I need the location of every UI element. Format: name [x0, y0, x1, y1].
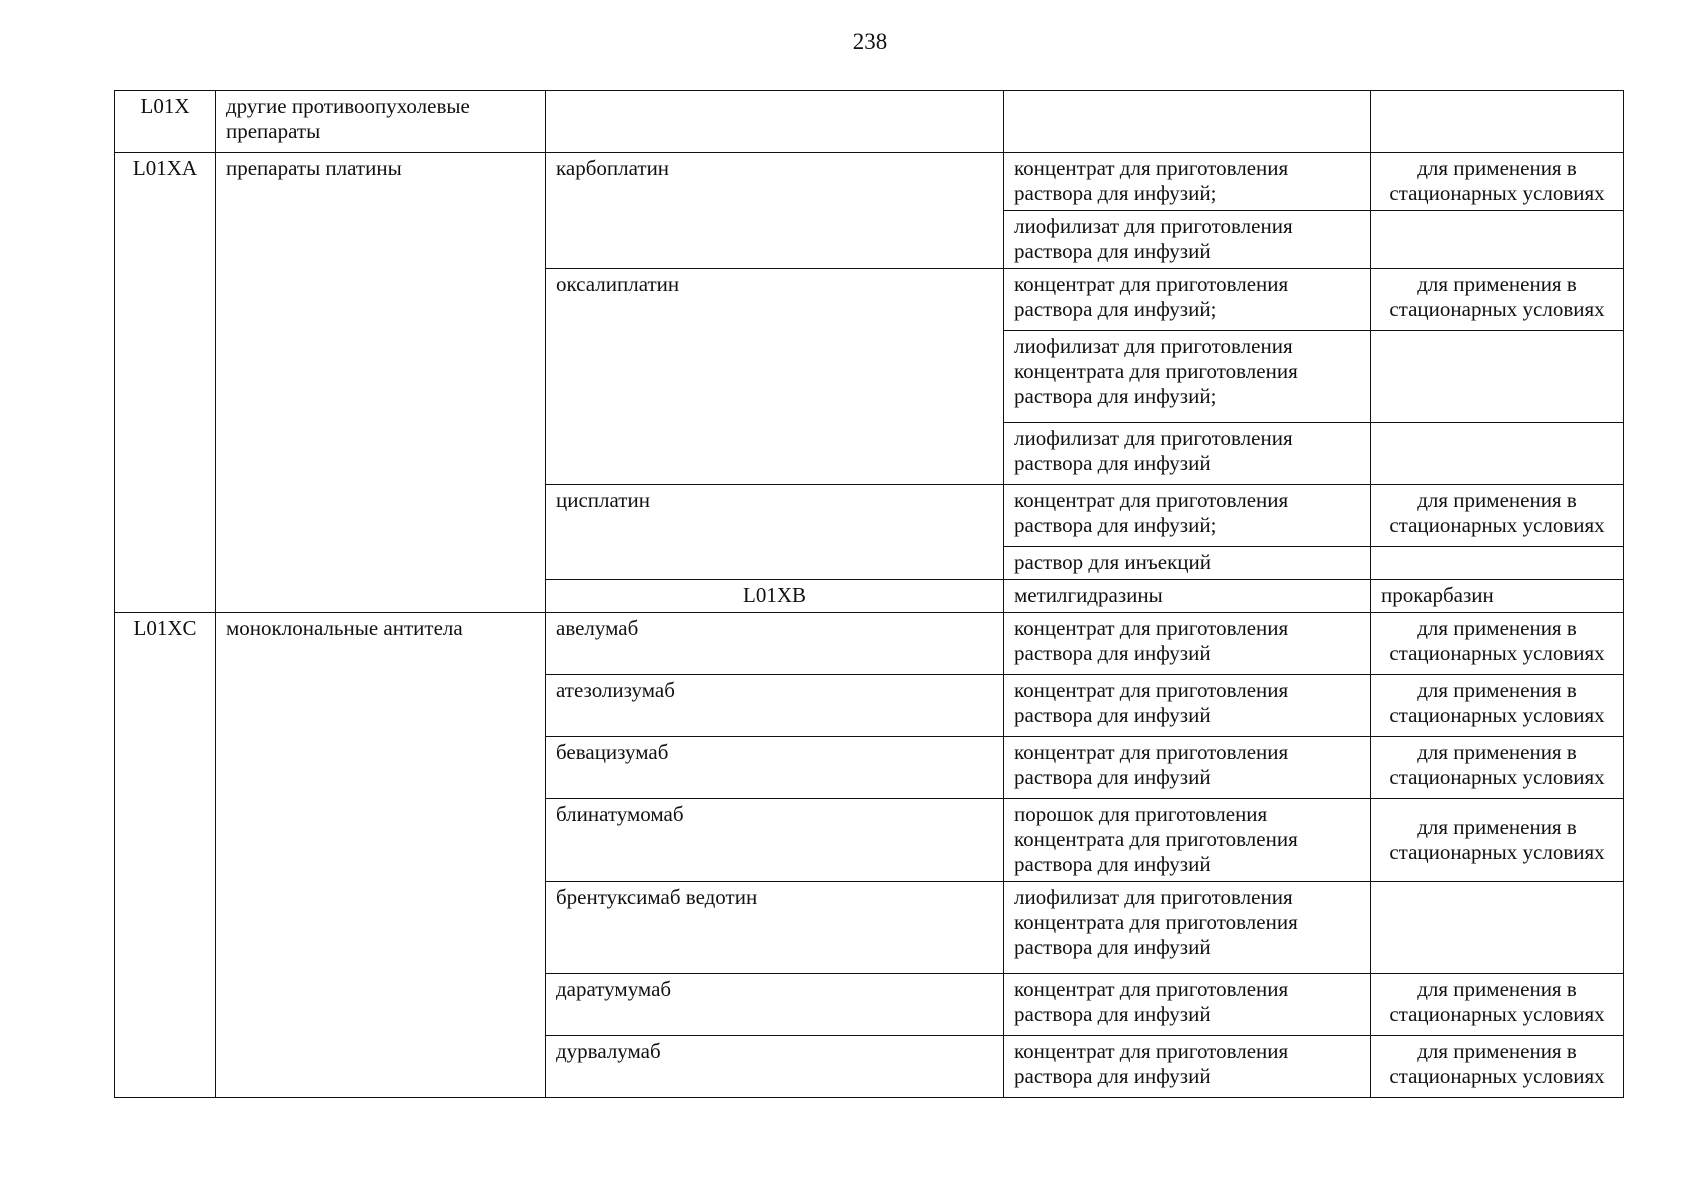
- drug-name-cell: блинатумомаб: [546, 799, 1004, 882]
- usage-note-line: стационарных условиях: [1389, 513, 1605, 537]
- dosage-form-cell: концентрат для приготовления раствора для инфузий: [1004, 1036, 1371, 1098]
- drug-name-cell: бевацизумаб: [546, 737, 1004, 799]
- drug-name-cell: оксалиплатин: [546, 269, 1004, 485]
- usage-note-cell: [1371, 1036, 1624, 1098]
- usage-note-cell: [1371, 547, 1624, 580]
- drug-name-cell: дурвалумаб: [546, 1036, 1004, 1098]
- drug-name-cell: брентуксимаб ведотин: [546, 882, 1004, 974]
- dosage-form-cell: концентрат для приготовления раствора для инфузий: [1004, 675, 1371, 737]
- usage-note-cell: [1371, 269, 1624, 331]
- group-name-cell: другие противоопухолевые препараты: [216, 91, 546, 153]
- usage-note-line: для применения в: [1417, 977, 1577, 1001]
- drug-name-cell: прокарбазин: [1371, 580, 1624, 613]
- usage-note-line: для применения в: [1417, 740, 1577, 764]
- table-row: [115, 613, 1624, 675]
- table-row: [115, 153, 1624, 211]
- dosage-form-cell: порошок для приготовления концентрата для приготовления раствора для инфузий: [1004, 799, 1371, 882]
- drug-name-cell: атезолизумаб: [546, 675, 1004, 737]
- dosage-form-cell: лиофилизат для приготовления раствора для инфузий: [1004, 211, 1371, 269]
- usage-note-line: стационарных условиях: [1389, 297, 1605, 321]
- usage-note-line: стационарных условиях: [1389, 839, 1605, 864]
- dosage-form-cell: концентрат для приготовления раствора для инфузий: [1004, 613, 1371, 675]
- usage-note-line: для применения в: [1417, 1039, 1577, 1063]
- dosage-form-cell: концентрат для приготовления раствора для инфузий: [1004, 737, 1371, 799]
- drug-name-cell: карбоплатин: [546, 153, 1004, 269]
- usage-note-line: для применения в: [1417, 616, 1577, 640]
- drug-name-cell: [546, 91, 1004, 153]
- dosage-form-cell: концентрат для приготовления раствора для инфузий;: [1004, 153, 1371, 211]
- dosage-form-cell: концентрат для приготовления раствора для инфузий;: [1004, 485, 1371, 547]
- atc-code-cell: L01X: [115, 91, 216, 153]
- usage-note-cell: [1371, 211, 1624, 269]
- dosage-form-cell: концентрат для приготовления раствора для инфузий;: [1004, 269, 1371, 331]
- group-name-cell: моноклональные антитела: [216, 613, 546, 1098]
- table-row: [115, 91, 1624, 153]
- dosage-form-cell: раствор для инъекций: [1004, 547, 1371, 580]
- usage-note-line: стационарных условиях: [1389, 181, 1605, 205]
- drug-name-cell: цисплатин: [546, 485, 1004, 580]
- usage-note-cell: [1371, 799, 1624, 882]
- dosage-form-cell: лиофилизат для приготовления концентрата для приготовления раствора для инфузий: [1004, 882, 1371, 974]
- usage-note-line: стационарных условиях: [1389, 1064, 1605, 1088]
- drug-name-cell: авелумаб: [546, 613, 1004, 675]
- drug-table: [114, 90, 1624, 1098]
- dosage-form-cell: концентрат для приготовления раствора для инфузий: [1004, 974, 1371, 1036]
- usage-note-cell: [1371, 153, 1624, 211]
- usage-note-line: стационарных условиях: [1389, 703, 1605, 727]
- dosage-form-cell: [1004, 91, 1371, 153]
- usage-note-cell: [1371, 882, 1624, 974]
- usage-note-cell: [1371, 613, 1624, 675]
- drug-name-cell: даратумумаб: [546, 974, 1004, 1036]
- usage-note-line: для применения в: [1417, 156, 1577, 180]
- group-name-cell: препараты платины: [216, 153, 546, 613]
- usage-note-cell: [1371, 485, 1624, 547]
- usage-note-cell: [1371, 675, 1624, 737]
- atc-code-cell: L01XC: [115, 613, 216, 1098]
- usage-note-line: для применения в: [1417, 678, 1577, 702]
- usage-note-line: стационарных условиях: [1389, 641, 1605, 665]
- usage-note-cell: [1371, 331, 1624, 423]
- atc-code-cell: L01XA: [115, 153, 216, 613]
- page-number: 238: [852, 29, 888, 54]
- dosage-form-cell: лиофилизат для приготовления концентрата для приготовления раствора для инфузий;: [1004, 331, 1371, 423]
- usage-note-cell: [1371, 91, 1624, 153]
- dosage-form-cell: лиофилизат для приготовления раствора для инфузий: [1004, 423, 1371, 485]
- usage-note-line: стационарных условиях: [1389, 1002, 1605, 1026]
- usage-note-line: для применения в: [1417, 488, 1577, 512]
- usage-note-line: для применения в: [1417, 272, 1577, 296]
- usage-note-line: стационарных условиях: [1389, 765, 1605, 789]
- atc-code-cell: L01XB: [546, 580, 1004, 613]
- usage-note-cell: [1371, 974, 1624, 1036]
- group-name-cell: метилгидразины: [1004, 580, 1371, 613]
- usage-note-line: для применения в: [1417, 814, 1577, 839]
- usage-note-cell: [1371, 737, 1624, 799]
- usage-note-cell: [1371, 423, 1624, 485]
